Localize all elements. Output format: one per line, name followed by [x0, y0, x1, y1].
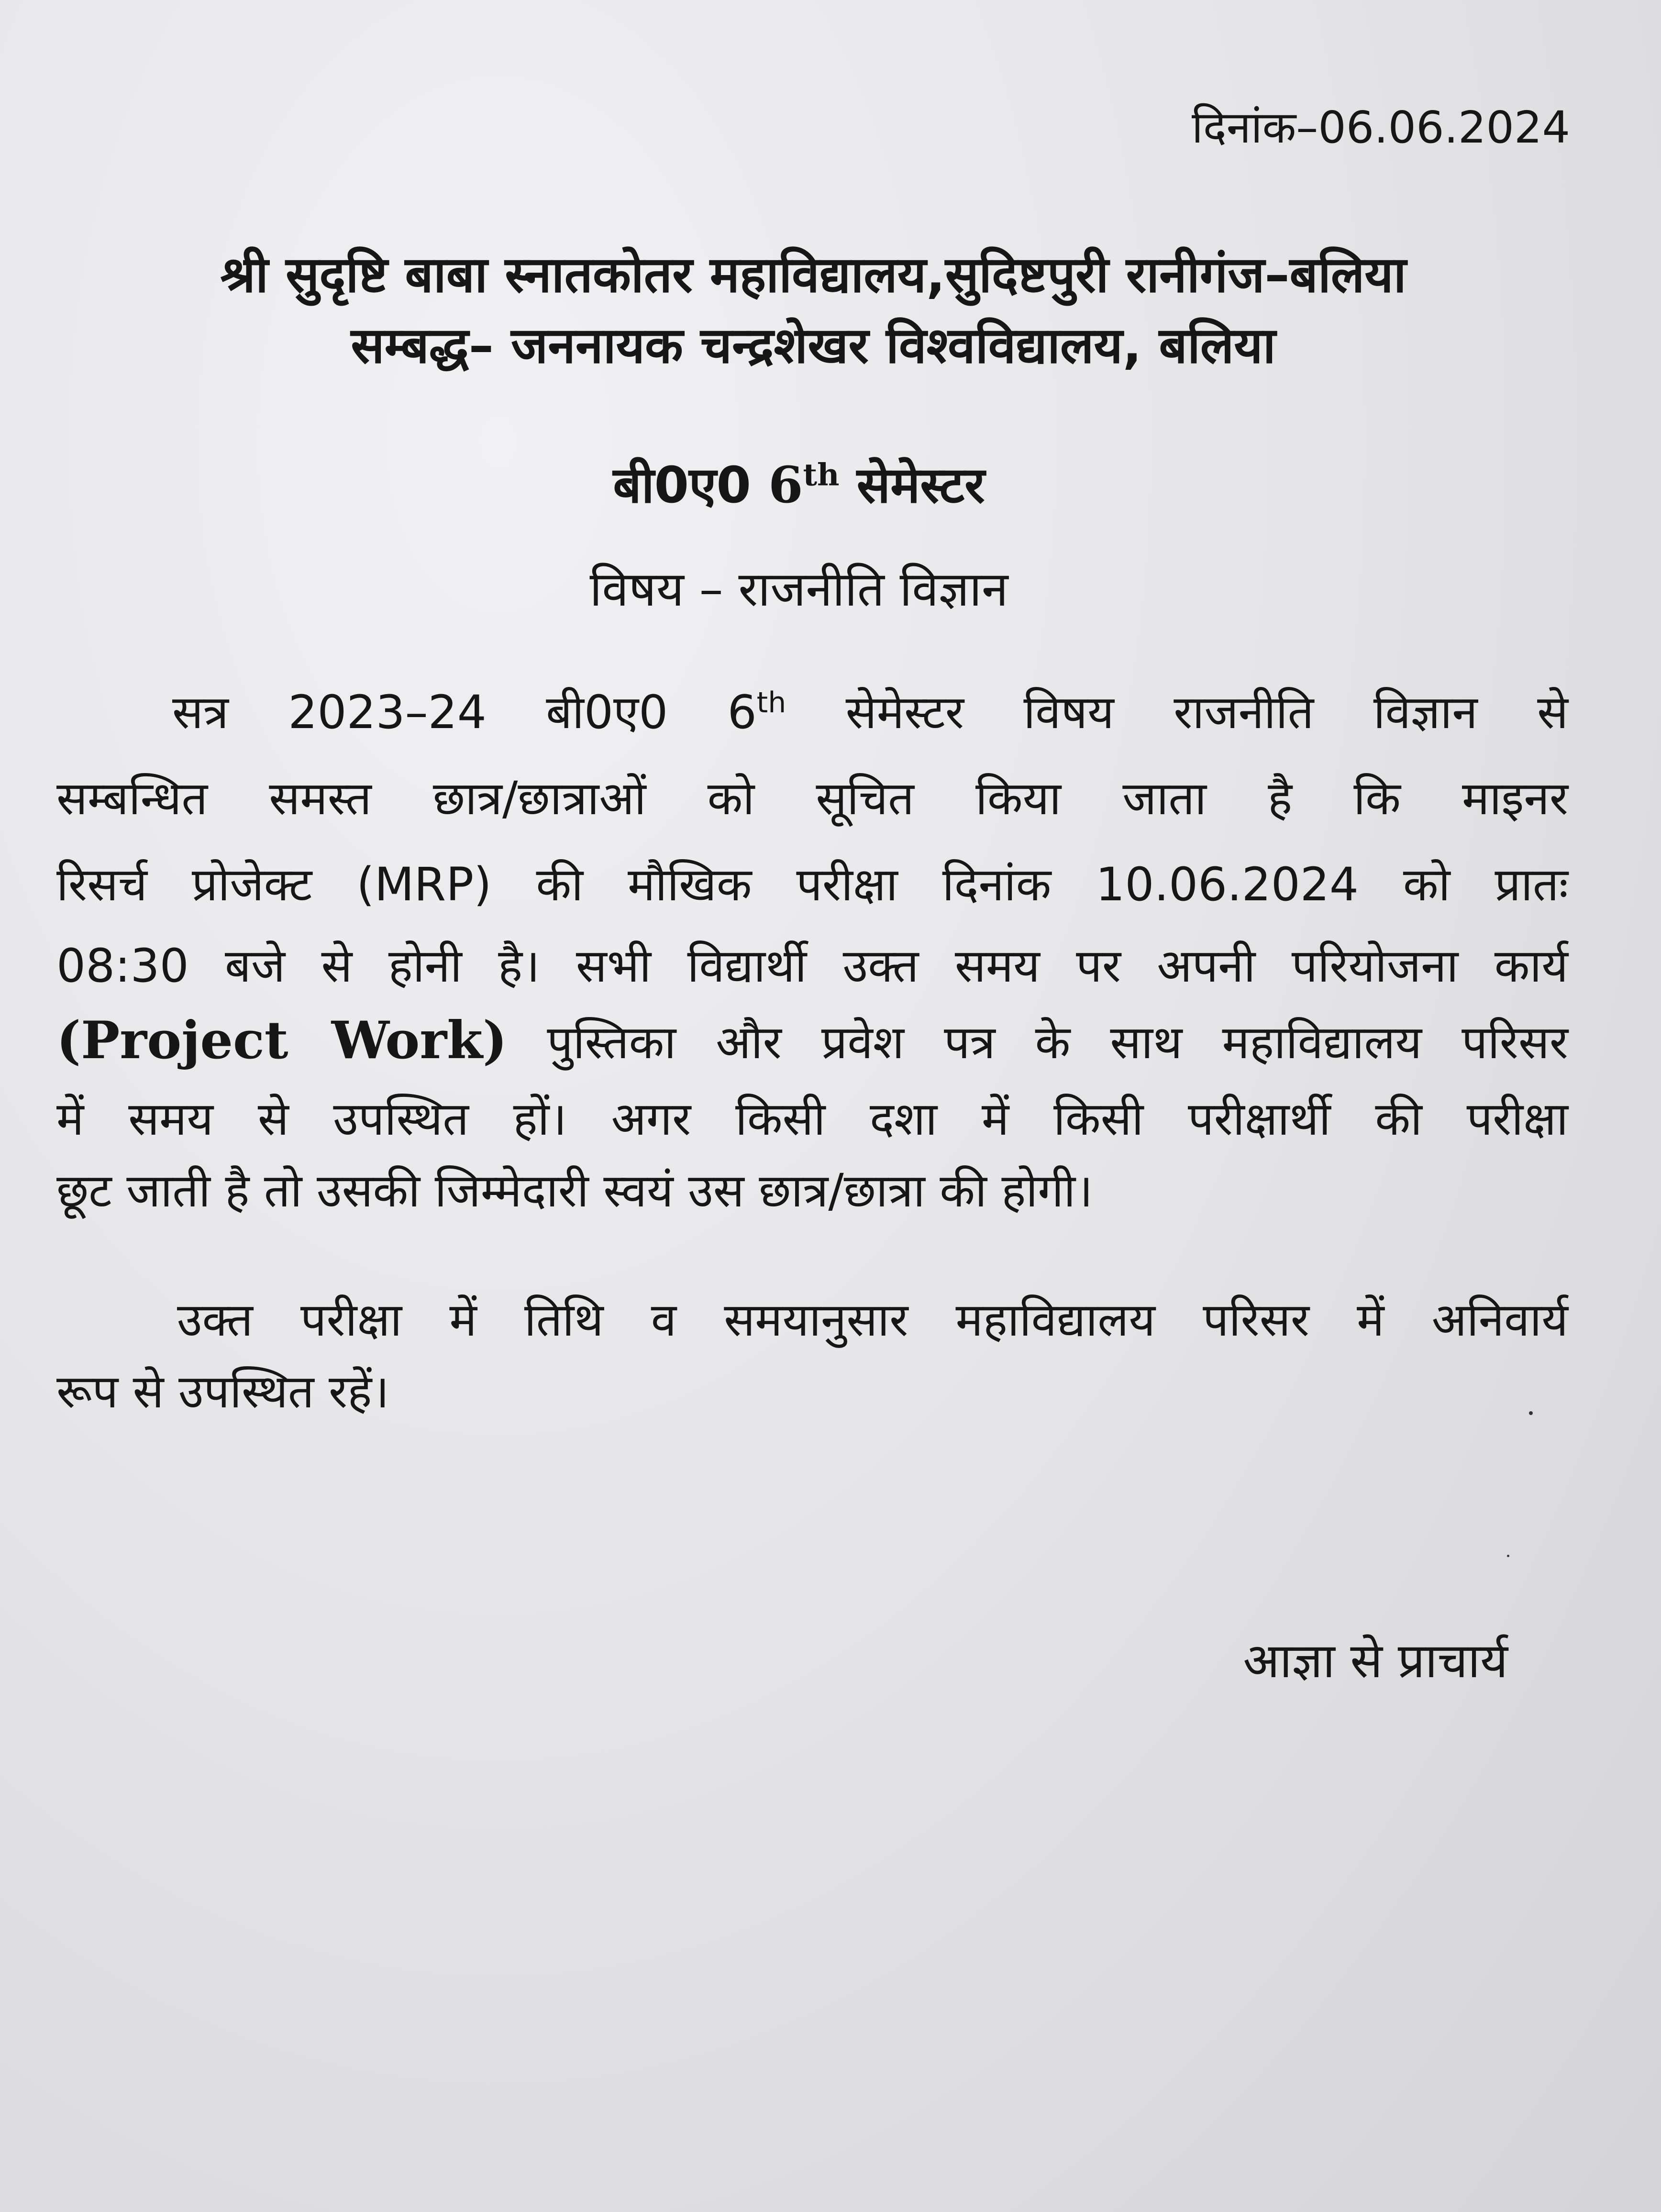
project-work-label: (Project Work): [56, 1010, 508, 1071]
para2-line2: रूप से उपस्थित रहें।: [56, 1365, 389, 1418]
notice-date: दिनांक–06.06.2024: [1192, 102, 1570, 153]
para1-line7: छूट जाती है तो उसकी जिम्मेदारी स्वयं उस छात्र/छात्रा की होगी।: [56, 1164, 1093, 1217]
para1-line1: सत्र 2023–24 बी0ए0 6th सेमेस्टर विषय राजनीति विज्ञान से: [172, 686, 1569, 739]
signature-line: आज्ञा से प्राचार्य: [1243, 1633, 1508, 1689]
para1-line3: रिसर्च प्रोजेक्ट (MRP) की मौखिक परीक्षा दिनांक 10.06.2024 को प्रातः: [56, 858, 1568, 911]
course-prefix: बी0ए0: [613, 456, 751, 514]
para1-line6: में समय से उपस्थित हों। अगर किसी दशा में किसी परीक्षार्थी की परीक्षा: [56, 1092, 1568, 1146]
paper-speck: [1507, 1555, 1509, 1557]
college-name: श्री सुदृष्टि बाबा स्नातकोतर महाविद्यालय,सुदिष्टपुरी रानीगंज–बलिया: [220, 245, 1406, 304]
paper-speck: [1529, 1411, 1533, 1415]
para2-line1: उक्त परीक्षा में तिथि व समयानुसार महाविद्यालय परिसर में अनिवार्य: [177, 1293, 1568, 1347]
para1-line4: 08:30 बजे से होनी है। सभी विद्यार्थी उक्त समय पर अपनी परियोजना कार्य: [56, 939, 1568, 993]
course-semester-heading: [0, 450, 1598, 517]
para1-line5: (Project Work) पुस्तिका और प्रवेश पत्र के साथ महाविद्यालय परिसर: [56, 1010, 1568, 1071]
course-suffix: सेमेस्टर: [856, 456, 985, 514]
college-affiliation: सम्बद्ध– जननायक चन्द्रशेखर विश्वविद्यालय, बलिया: [351, 316, 1276, 375]
semester-number: 6th: [768, 455, 840, 514]
para1-line2: सम्बन्धित समस्त छात्र/छात्राओं को सूचित किया जाता है कि माइनर: [56, 772, 1568, 825]
subject-heading: विषय – राजनीति विज्ञान: [589, 561, 1008, 617]
